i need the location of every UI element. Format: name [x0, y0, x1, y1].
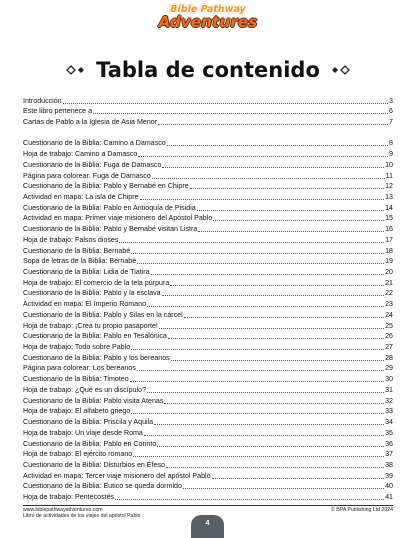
toc-leader-dots: [164, 403, 384, 404]
toc-entry-page: 11: [385, 171, 393, 180]
toc-entry[interactable]: [23, 288, 393, 299]
toc-leader-dots: [184, 317, 384, 318]
toc-entry-page: 9: [389, 150, 393, 159]
title-row: [0, 58, 416, 82]
toc-entry-title: Hoja de trabajo: ¿Qué es un discípulo?: [23, 385, 147, 394]
toc-entry-title: Hoja de trabajo: Todo sobre Pablo: [23, 343, 131, 352]
logo-top-text: Bible Pathway: [170, 4, 246, 15]
toc-entry[interactable]: [23, 223, 393, 234]
toc-entry[interactable]: [23, 181, 393, 192]
toc-entry[interactable]: [23, 384, 393, 395]
toc-entry-title: Cuestionario de la Biblia: Bernabé: [23, 246, 131, 255]
toc-entry[interactable]: [23, 491, 393, 502]
toc-entry-page: 40: [385, 482, 393, 491]
footer-divider: [23, 505, 393, 506]
toc-entry[interactable]: [23, 106, 393, 117]
toc-entry-page: 10: [385, 160, 393, 169]
toc-entry-page: 39: [385, 471, 393, 480]
toc-entry-page: 28: [385, 353, 393, 362]
toc-entry-page: 31: [385, 385, 393, 394]
toc-leader-dots: [162, 295, 384, 296]
toc-entry-title: Cuestionario de la Biblia: Pablo en Antioquía de Pisidia: [23, 203, 196, 212]
toc-leader-dots: [158, 124, 388, 125]
toc-entry[interactable]: [23, 298, 393, 309]
toc-entry-title: Cuestionario de la Biblia: Pablo y la esclava: [23, 289, 161, 298]
toc-entry-title: Hoja de trabajo: Un viaje desde Roma: [23, 428, 143, 437]
toc-leader-dots: [212, 478, 385, 479]
toc-entry-title: Hoja de trabajo: El comercio de la tela púrpura: [23, 278, 170, 287]
toc-entry-title: Cuestionario de la Biblia: Priscila y Aquila: [23, 418, 154, 427]
toc-entry-title: Este libro pertenece a: [23, 107, 93, 116]
toc-entry[interactable]: [23, 352, 393, 363]
toc-entry-page: 7: [389, 118, 393, 127]
toc-entry-page: 12: [385, 182, 393, 191]
toc-leader-dots: [137, 263, 384, 264]
toc-entry-page: 15: [385, 214, 393, 223]
toc-leader-dots: [140, 199, 385, 200]
toc-entry-title: Sopa de letras de la Biblia: Bernabé: [23, 257, 137, 266]
toc-entry[interactable]: [23, 138, 393, 149]
toc-leader-dots: [63, 103, 388, 104]
toc-entry-title: Hoja de trabajo: ¡Crea tu propio pasaporte!: [23, 321, 158, 330]
toc-entry[interactable]: [23, 416, 393, 427]
toc-entry-page: 8: [389, 139, 393, 148]
toc-leader-dots: [171, 360, 384, 361]
toc-entry-title: Actividad en mapa: Primer viaje misionero del Apóstol Pablo: [23, 214, 213, 223]
toc-leader-dots: [119, 242, 384, 243]
toc-entry-page: 41: [385, 493, 393, 502]
toc-entry[interactable]: [23, 266, 393, 277]
toc-entry[interactable]: [23, 331, 393, 342]
toc-entry-page: 27: [385, 343, 393, 352]
toc-entry-page: 25: [385, 321, 393, 330]
toc-leader-dots: [197, 210, 384, 211]
logo-main-text: Adventures: [158, 13, 258, 31]
toc-entry[interactable]: [23, 95, 393, 106]
toc-entry-title: Actividad en mapa: Tercer viaje misionero del apóstol Pablo: [23, 471, 211, 480]
toc-leader-dots: [213, 220, 384, 221]
toc-leader-dots: [157, 446, 384, 447]
toc-leader-dots: [147, 306, 384, 307]
toc-entry[interactable]: [23, 363, 393, 374]
toc-entry-page: 34: [385, 418, 393, 427]
toc-leader-dots: [167, 145, 388, 146]
toc-leader-dots: [170, 285, 384, 286]
toc-entry-title: Cuestionario de la Biblia: Pablo y los bereanos: [23, 353, 170, 362]
toc-entry-title: Cuestionario de la Biblia: Eutico se queda dormido: [23, 482, 182, 491]
toc-entry-page: 22: [385, 289, 393, 298]
toc-entry-title: Cuestionario de la Biblia: Pablo y Bernabé visitan Listra: [23, 225, 198, 234]
page-title: Tabla de contenido: [96, 58, 320, 82]
toc-entry[interactable]: [23, 277, 393, 288]
toc-entry[interactable]: [23, 202, 393, 213]
toc-entry-title: Cuestionario de la Biblia: Pablo en Corinto: [23, 439, 157, 448]
toc-entry[interactable]: [23, 213, 393, 224]
toc-entry-page: 29: [385, 364, 393, 373]
footer-copyright: © BPA Publishing Ltd 2024: [331, 507, 393, 513]
toc-leader-dots: [151, 274, 385, 275]
toc-entry-title: Actividad en mapa: El Imperio Romano: [23, 300, 147, 309]
toc-entry[interactable]: [23, 341, 393, 352]
toc-entry-page: 21: [385, 278, 393, 287]
toc-entry[interactable]: [23, 406, 393, 417]
toc-leader-dots: [159, 328, 384, 329]
toc-entry[interactable]: [23, 427, 393, 438]
toc-leader-dots: [198, 231, 384, 232]
toc-leader-dots: [137, 370, 384, 371]
toc-entry-page: 30: [385, 375, 393, 384]
footer-left: [23, 507, 140, 520]
toc-entry[interactable]: [23, 245, 393, 256]
toc-entry-page: 32: [385, 396, 393, 405]
ornament-left-icon: [66, 65, 88, 75]
toc-entry-title: Actividad en mapa: La isla de Chipre: [23, 192, 139, 201]
toc-entry-title: Cartas de Pablo a la Iglesia de Asia Menor: [23, 118, 158, 127]
toc-leader-dots: [144, 435, 384, 436]
toc-leader-dots: [166, 467, 384, 468]
page-number-badge: 4: [191, 515, 224, 538]
toc-entry-page: 37: [385, 450, 393, 459]
toc-entry-page: 38: [385, 460, 393, 469]
toc-leader-dots: [93, 113, 388, 114]
toc-leader-dots: [147, 392, 384, 393]
toc-entry-page: 33: [385, 407, 393, 416]
toc-entry-title: Cuestionario de la Biblia: Lidia de Tiatira: [23, 268, 150, 276]
toc-entry[interactable]: [23, 395, 393, 406]
toc-entry-page: 20: [385, 268, 393, 276]
table-of-contents: [23, 95, 393, 502]
toc-entry-title: Cuestionario de la Biblia: Pablo en Tesalónica: [23, 332, 167, 341]
toc-entry-page: 18: [385, 246, 393, 255]
toc-entry-title: Cuestionario de la Biblia: Camino a Damasco: [23, 139, 166, 148]
toc-entry[interactable]: [23, 170, 393, 181]
toc-entry-page: 17: [385, 235, 393, 244]
toc-leader-dots: [133, 456, 384, 457]
toc-entry[interactable]: [23, 470, 393, 481]
toc-entry-title: Hoja de trabajo: El ejército romano: [23, 450, 133, 459]
toc-entry-title: Página para colorear: Fuga de Damasco: [23, 171, 151, 180]
ornament-right-icon: [328, 65, 350, 75]
toc-leader-dots: [190, 188, 384, 189]
toc-leader-dots: [131, 413, 384, 414]
toc-entry[interactable]: [23, 116, 393, 127]
footer-book-title: Libro de actividades de los viajes del apóstol Pablo: [23, 513, 141, 520]
toc-entry-title: Cuestionario de la Biblia: Fuga de Damasco: [23, 160, 162, 169]
toc-entry-title: Cuestionario de la Biblia: Timoteo: [23, 375, 129, 384]
toc-entry[interactable]: [23, 320, 393, 331]
toc-entry-page: 3: [389, 96, 393, 105]
toc-entry-title: Hoja de trabajo: Falsos dioses: [23, 235, 119, 244]
toc-entry-title: Página para colorear: Los bereanos: [23, 364, 136, 373]
toc-leader-dots: [154, 424, 384, 425]
toc-entry-title: Cuestionario de la Biblia: Pablo visita Atenas: [23, 396, 164, 405]
toc-leader-dots: [162, 167, 384, 168]
toc-entry[interactable]: [23, 438, 393, 449]
toc-entry[interactable]: [23, 309, 393, 320]
toc-entry-title: Hoja de trabajo: El alfabeto griego: [23, 407, 131, 416]
toc-entry-page: 16: [385, 225, 393, 234]
toc-entry[interactable]: [23, 373, 393, 384]
toc-entry-page: 6: [389, 107, 393, 116]
toc-entry-title: Introducción: [23, 96, 62, 105]
toc-entry[interactable]: [23, 459, 393, 470]
logo: [0, 5, 416, 30]
toc-leader-dots: [130, 381, 384, 382]
toc-leader-dots: [131, 349, 384, 350]
toc-entry[interactable]: [23, 481, 393, 492]
toc-entry-page: 19: [385, 257, 393, 266]
toc-leader-dots: [115, 499, 384, 500]
toc-entry[interactable]: [23, 449, 393, 460]
footer-website[interactable]: www.biblepathwayadventures.com: [23, 507, 103, 513]
toc-entry-page: 24: [385, 310, 393, 319]
toc-entry[interactable]: [23, 234, 393, 245]
toc-leader-dots: [131, 253, 384, 254]
toc-entry-title: Hoja de trabajo: Camino a Damasco: [23, 150, 138, 159]
toc-entry[interactable]: [23, 191, 393, 202]
toc-entry[interactable]: [23, 256, 393, 267]
toc-entry-page: 36: [385, 439, 393, 448]
toc-leader-dots: [138, 156, 388, 157]
toc-leader-dots: [168, 338, 384, 339]
toc-entry-page: 14: [385, 203, 393, 212]
toc-entry[interactable]: [23, 148, 393, 159]
toc-entry-page: 13: [385, 192, 393, 201]
toc-entry-title: Cuestionario de la Biblia: Pablo y Bernabé en Chipre: [23, 182, 189, 191]
toc-entry-page: 23: [385, 300, 393, 309]
toc-entry-title: Hoja de trabajo: Pentecostés: [23, 493, 115, 502]
toc-leader-dots: [183, 488, 384, 489]
toc-entry-page: 26: [385, 332, 393, 341]
toc-entry-title: Cuestionario de la Biblia: Disturbios en Éfeso: [23, 460, 165, 469]
toc-entry-title: Cuestionario de la Biblia: Pablo y Silas en la cárcel: [23, 310, 183, 319]
toc-leader-dots: [152, 178, 385, 179]
toc-entry[interactable]: [23, 159, 393, 170]
toc-entry-page: 35: [385, 428, 393, 437]
